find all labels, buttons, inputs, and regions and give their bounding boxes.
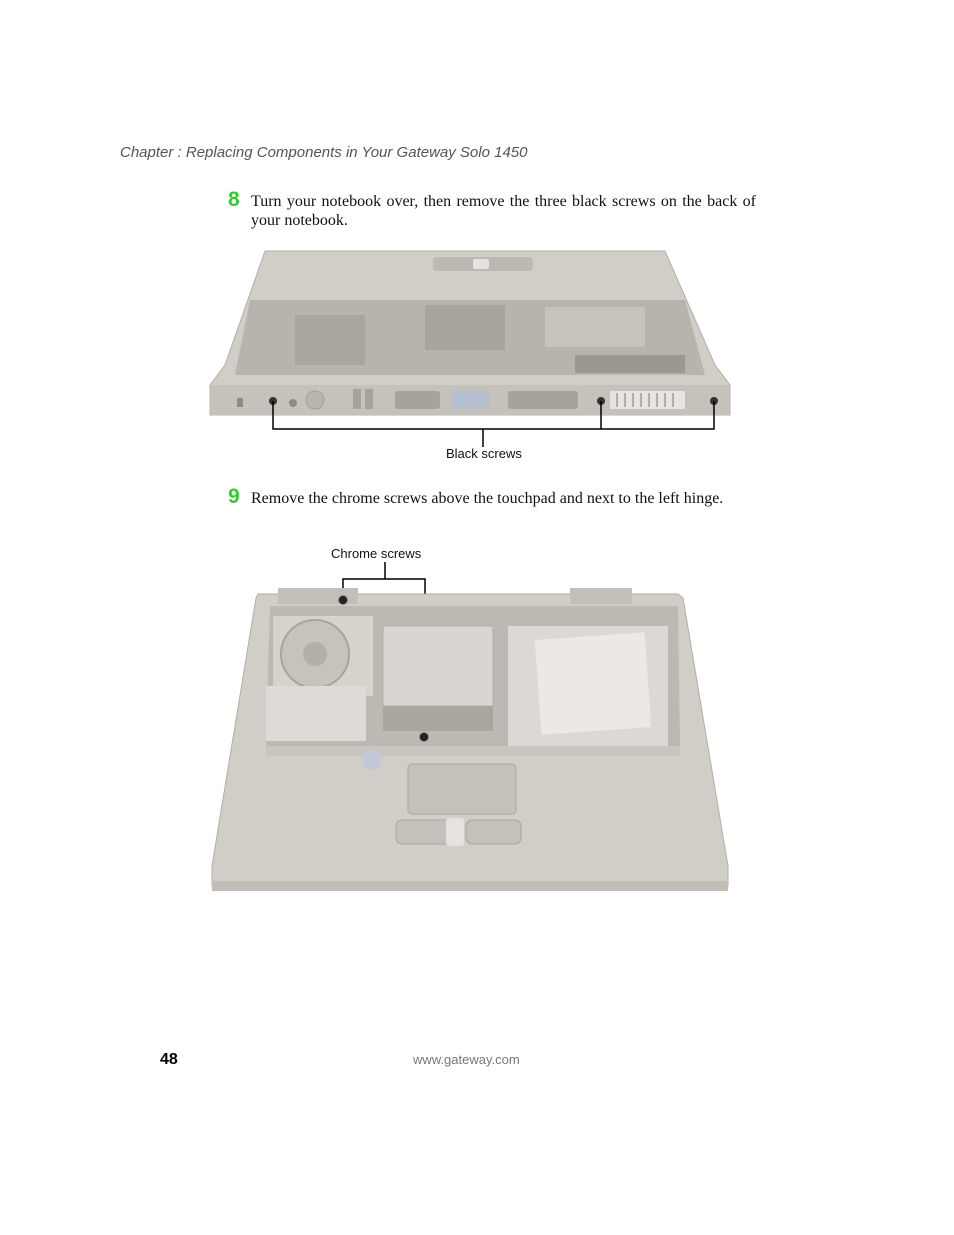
step-number: 9 bbox=[228, 485, 240, 508]
chrome-screws-label: Chrome screws bbox=[331, 546, 422, 561]
step-number: 8 bbox=[228, 188, 240, 211]
step-text: Turn your notebook over, then remove the three black screws on the back of your notebook. bbox=[251, 193, 756, 229]
black-screw bbox=[597, 397, 605, 405]
footer-url[interactable]: www.gateway.com bbox=[413, 1052, 520, 1067]
chrome-screw bbox=[339, 596, 348, 605]
page-number: 48 bbox=[160, 1051, 178, 1068]
chapter-header: Chapter : Replacing Components in Your Gateway Solo 1450 bbox=[120, 144, 528, 161]
notebook-top-illustration bbox=[208, 586, 736, 898]
chrome-screw bbox=[420, 733, 429, 742]
black-screw bbox=[710, 397, 718, 405]
black-screw bbox=[269, 397, 277, 405]
step-text: Remove the chrome screws above the touchpad and next to the left hinge. bbox=[251, 490, 724, 507]
notebook-back-illustration bbox=[205, 245, 735, 425]
black-screws-label: Black screws bbox=[446, 446, 522, 461]
